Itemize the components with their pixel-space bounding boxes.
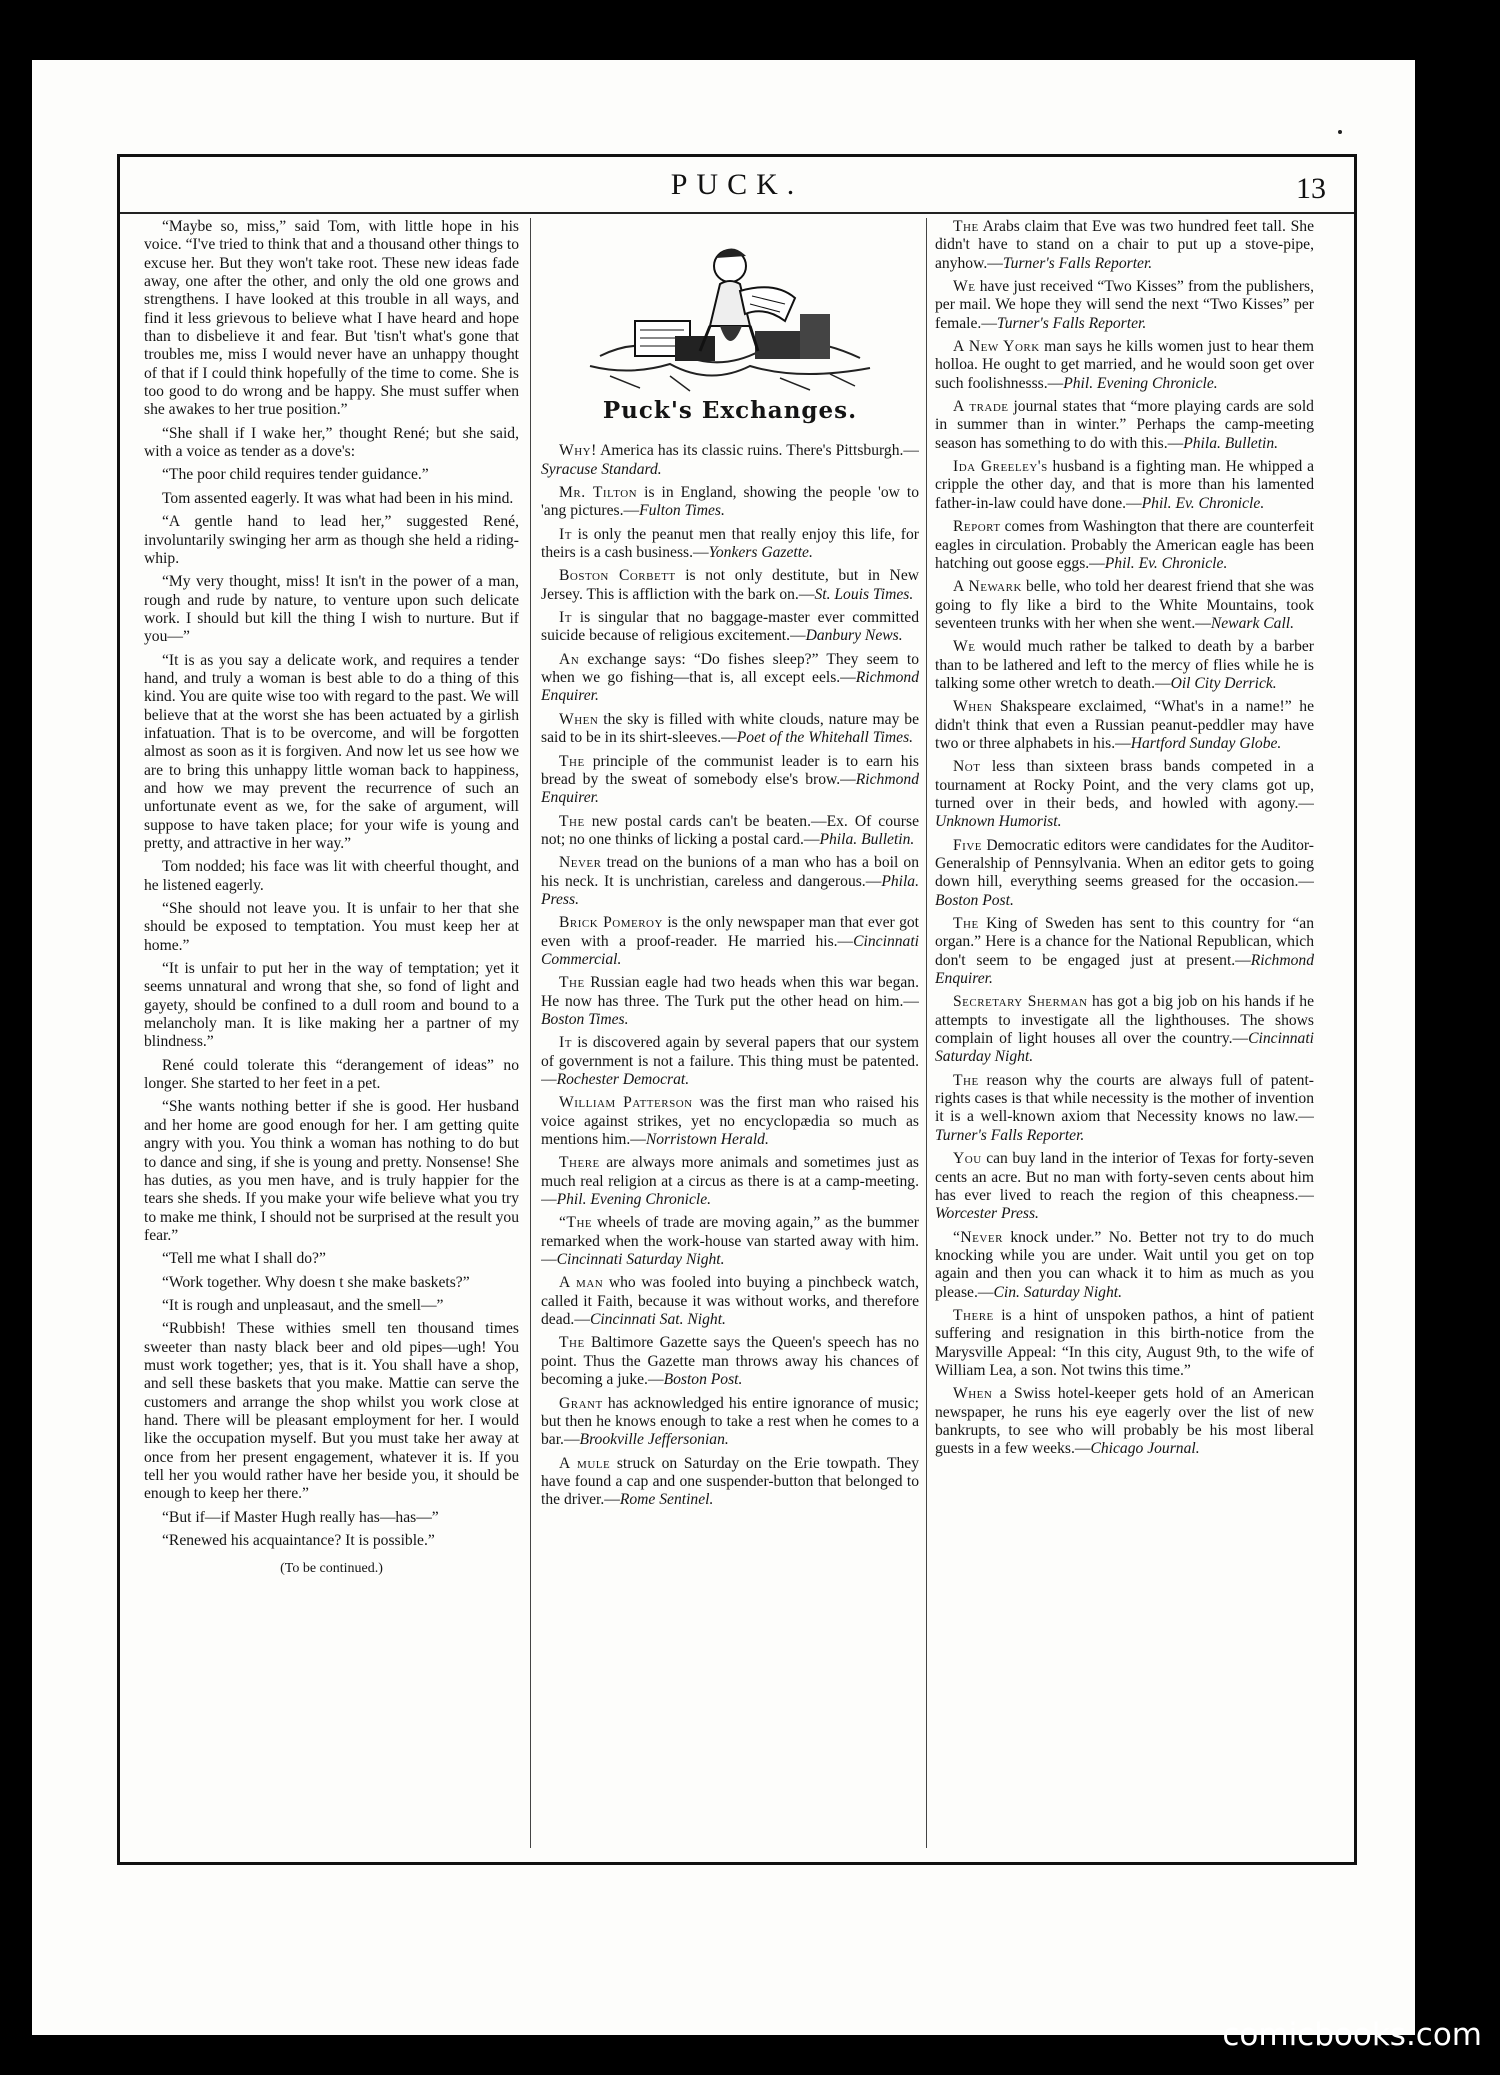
item-source: Oil City Derrick. [1170,674,1277,692]
story-paragraph: “Work together. Why doesn t she make baskets?” [162,1273,470,1291]
item-lead-words: An [559,650,580,668]
item-text: less than sixteen brass bands competed in a tournament at Rocky Point, and the very clams got up, turned over in their beds, and howled with agony.— [935,758,1314,812]
exchange-item [541,914,919,969]
item-lead-words: A mule [559,1454,611,1472]
item-text: a Swiss hotel-keeper gets hold of an American newspaper, he runs his eye eagerly over the list of new bankrupts, to see who will probably be his most liberal guests in a few weeks.— [935,1385,1314,1458]
item-text: principle of the communist leader is to earn his bread by the sweat of somebody else's brow.— [541,752,919,788]
exchange-item [935,837,1314,910]
column-divider [530,218,531,1848]
item-lead-words: William Patterson [559,1094,693,1112]
item-text: husband is a fighting man. He whipped a cripple the other day, and that is more than his lamented father-in-law could have done.— [935,458,1314,512]
exchange-item [935,1229,1314,1302]
exchange-item [541,711,919,748]
exchange-item [935,1385,1314,1458]
story-paragraph: “A gentle hand to lead her,” suggested René, involuntarily swinging her arm as though she held a riding-whip. [144,513,519,567]
exchanges-list-right [935,218,1314,1459]
item-source: St. Louis Times. [814,585,914,603]
item-lead-words: The [559,1334,585,1352]
item-source: Phil. Evening Chronicle. [1063,374,1218,392]
exchange-item [935,1072,1314,1145]
item-text: struck on Saturday on the Erie towpath. They have found a cap and one suspender-button that belonged to the driver.— [541,1454,919,1509]
item-source: Brookville Jeffersonian. [579,1431,729,1449]
story-paragraph: Tom assented eagerly. It was what had been in his mind. [162,489,514,507]
item-text: exchange says: “Do fishes sleep?” They seem to when we go fishing—that is, all except eels.— [541,650,919,687]
item-lead-words: Brick Pomeroy [559,914,663,932]
item-lead-words: The [953,915,979,933]
item-text: is the only newspaper man that ever got even with a proof-reader. He married his.— [541,914,919,950]
exchange-item [541,651,919,706]
item-text: was the first man who raised his voice against strikes, yet no encyclopædia so much as mentions him.— [541,1094,919,1149]
item-source: Fulton Times. [639,502,725,520]
story-paragraph: Tom nodded; his face was lit with cheerful thought, and he listened eagerly. [144,858,519,894]
item-source: Cincinnati Commercial. [541,932,919,968]
exchange-item [935,398,1314,453]
item-text: Democratic editors were candidates for the Auditor-Generalship of Pennsylvania. When an editor gets to going down hill, everything seems greased for the occasion.— [935,836,1314,891]
item-lead-words: Not [953,758,981,776]
exchange-item [541,609,919,646]
story-paragraph: “Maybe so, miss,” said Tom, with little hope in his voice. “I've tried to think that and a thousand other things to excuse her. But they won't take root. These new ideas fade away, one after the other, and only the old one grows and strengthens. I have looked at this trouble in all ways, and find it less grievous to believe what I have heard and hope than to disbelieve it and fear. But 'tisn't what's gone that troubles me, miss I would never have an unhappy thought of that if I could think hopefully of the time to come. She is too good to do wrong and be happy. She must suffer when she awakes to her true position.” [144,218,519,419]
item-source: Cincinnati Saturday Night. [556,1251,725,1269]
item-source: Turner's Falls Reporter. [1002,254,1153,272]
exchange-item [935,218,1314,273]
item-text: is discovered again by several papers that our system of government is not a failure. This thing must be patented.— [541,1034,919,1088]
item-text: belle, who told her dearest friend that she was going to fly like a bird to the White Mountains, took seventeen trunks with her when she went.— [935,578,1314,632]
exchange-item [935,698,1314,753]
item-text: is singular that no baggage-master ever committed suicide because of religious excitement.— [541,609,919,645]
site-watermark: comicbooks.com [1222,2017,1482,2053]
item-source: Hartford Sunday Globe. [1130,734,1282,752]
exchange-item [541,442,919,479]
item-text: Baltimore Gazette says the Queen's speech has no point. Thus the Gazette man throws away his chances of becoming a juke.— [541,1334,919,1389]
item-lead-words: “Never [953,1228,1003,1246]
item-text: Shakspeare exclaimed, “What's in a name!” he didn't think that even a Russian peanut-peddler may have two or three alphabets in his.— [935,698,1314,752]
exchange-item [935,638,1314,693]
story-paragraph: “She shall if I wake her,” thought René; but she said, with a voice as tender as a dove's: [144,424,519,461]
exchange-item [541,813,919,850]
item-lead-words: Secretary Sherman [953,993,1088,1011]
story-paragraph: René could tolerate this “derangement of ideas” no longer. She started to her feet in a pet. [144,1056,519,1093]
story-paragraph: “Renewed his acquaintance? It is possible.” [162,1532,435,1550]
story-column [144,218,519,1848]
item-source: Rome Sentinel. [619,1491,714,1509]
item-text: knock under.” No. Better not try to do much knocking while you are under. Wait until you get on top again and then you can whack it to him as much as you please.— [935,1228,1314,1301]
exchange-item [541,974,919,1029]
item-text: can buy land in the interior of Texas for forty-seven cents an acre. But no man with forty-seven cents about him has ever lived to reach the region of this cheapness.— [935,1150,1314,1204]
item-text: is only the peanut men that really enjoy this life, for theirs is a cash business.— [541,525,919,562]
exchange-item [935,915,1314,988]
story-paragraph: “Rubbish! These withies smell ten thousand times sweeter than nasty black beer and old pipes—ugh! You must work together; yes, that is it. You shall have a shop, and sell these baskets that you make. Mattie can serve the customers and arrange the shop whilst you work close at hand. There will be pleasant employment for her. I would like the occupation myself. But you must take her away at once from her present engagement, whatever it is. If you tell her you would rather have her beside you, it should be enough to keep her there.” [144,1320,519,1503]
exchange-item [935,518,1314,573]
story-paragraph: “She should not leave you. It is unfair to her that she should be exposed to temptation. You must keep her at home.” [144,900,519,954]
item-source: Turner's Falls Reporter. [935,1126,1085,1144]
item-source: Cin. Saturday Night. [993,1283,1122,1301]
item-lead-words: The [953,1071,979,1089]
item-lead-words: The [953,218,979,235]
item-lead-words: Mr. Tilton [559,484,638,502]
item-text: is not only destitute, but in New Jersey. This is affliction with the bark on.— [541,567,919,603]
item-source: Chicago Journal. [1090,1440,1200,1458]
item-text: comes from Washington that there are counterfeit eagles in circulation. Probably the American eagle has been hatching out goose eggs.— [935,518,1314,572]
item-text: America has its classic ruins. There's Pittsburgh.— [596,442,919,460]
item-source: Worcester Press. [935,1205,1039,1223]
exchange-item [541,567,919,604]
item-text: journal states that “more playing cards are sold in summer than in winter.” Perhaps the camp-meeting season has something to do with this.— [935,398,1314,452]
item-text: would much rather be talked to death by a barber than to be lathered and left to the mercy of flies while he is talking some other wretch to death.— [935,638,1314,692]
item-lead-words: A trade [953,398,1009,416]
item-lead-words: Five [953,836,982,854]
exchange-item [935,458,1314,513]
item-source: Richmond Enquirer. [541,770,919,807]
item-lead-words: It [559,525,572,543]
item-source: Boston Post. [935,891,1014,909]
exchange-item [935,338,1314,393]
item-text: are always more animals and sometimes just as much real religion at a circus as there is at a camp-meeting.— [541,1154,919,1209]
item-lead-words: “The [559,1214,593,1232]
to-be-continued: (To be continued.) [280,1561,383,1577]
item-lead-words: Boston Corbett [559,567,676,585]
item-text: has got a big job on his hands if he attempts to investigate all the lighthouses. The shows complain of light houses all over the country.— [935,993,1314,1048]
masthead [120,160,1354,214]
exchanges-column-right [935,218,1314,1848]
item-source: Boston Times. [541,1010,629,1028]
exchange-item [935,1307,1314,1380]
item-source: Unknown Humorist. [935,813,1062,831]
item-lead-words: We [953,638,976,656]
story-text [144,218,519,1550]
story-paragraph: “It is as you say a delicate work, and requires a tender hand, and truly a woman is best able to do a thing of this kind. You are quite wise too with regard to the past. We will believe that at the worst she has been actuated by a girlish infatuation. That is to be overcome, and will be forgotten almost as soon as it is forgiven. And now let us see how we are to bring this unhappy little woman back to happiness, and how we may prevent the recurrence of such an unfortunate event as we, for the sake of argument, will suppose to have taken place; for your wife is young and pretty, and attractive in her way.” [144,651,519,852]
exchange-item [541,1334,919,1389]
item-source: Boston Post. [663,1371,743,1389]
exchange-item [541,753,919,808]
item-text: have just received “Two Kisses” from the publishers, per mail. We hope they will send the next “Two Kisses” per female.— [935,278,1314,332]
item-text: the sky is filled with white clouds, nature may be said to be in its shirt-sleeves.— [541,710,919,747]
story-paragraph: “It is unfair to put her in the way of temptation; yet it seems unnatural and wrong that she, so fond of light and gayety, should be confined to a dull room and bound to a melancholy man. It is like making her a partner of my blindness.” [144,960,519,1051]
item-lead-words: There [559,1154,600,1172]
page-title: PUCK. [670,168,804,201]
exchange-item [541,1214,919,1269]
item-lead-words: A Newark [953,578,1022,596]
item-lead-words: When [559,710,599,728]
exchange-item [541,1094,919,1149]
item-text: tread on the bunions of a man who has a boil on his neck. It is unchristian, careless and dangerous.— [541,854,919,890]
item-lead-words: The [559,812,585,830]
story-paragraph: “The poor child requires tender guidance.” [162,466,429,484]
item-text: has acknowledged his entire ignorance of music; but then he knows enough to take a rest when he comes to a bar.— [541,1394,919,1449]
masthead-rule [120,212,1354,214]
item-lead-words: A man [559,1274,604,1292]
item-lead-words: When [953,1385,993,1403]
item-text: is in England, showing the people 'ow to 'ang pictures.— [541,484,919,520]
item-source: Phila. Press. [541,872,919,908]
exchange-item [935,1150,1314,1223]
item-lead-words: It [559,1034,572,1052]
item-text: who was fooled into buying a pinchbeck watch, called it Faith, because it was without works, and therefore dead.— [541,1274,919,1329]
item-text: King of Sweden has sent to this country for “an organ.” Here is a chance for the National Republican, which don't seem to be engaged just at present.— [935,915,1314,969]
item-source: Phila. Bulletin. [819,830,915,848]
item-source: Cincinnati Sat. Night. [589,1311,726,1329]
item-text: new postal cards can't be beaten.—Ex. Of course not; no one thinks of licking a postal card.— [541,812,919,848]
exchange-item [541,1154,919,1209]
item-text: is a hint of unspoken pathos, a hint of patient suffering and resignation in this birth-notice from the Marysville Appeal: “In this city, August 9th, to the wife of William Lea, a son. Not twins this time.” [935,1306,1314,1379]
item-lead-words: The [559,974,585,992]
page-number: 13 [1296,172,1326,205]
item-lead-words: It [559,609,572,627]
exchange-item [935,278,1314,333]
item-source: Phil. Evening Chronicle. [556,1191,712,1209]
exchange-item [541,484,919,521]
item-source: Danbury News. [805,627,903,645]
item-source: Phil. Ev. Chronicle. [1104,554,1228,572]
story-paragraph: “But if—if Master Hugh really has—has—” [162,1508,439,1526]
item-source: Phila. Bulletin. [1183,434,1279,452]
exchange-item [935,758,1314,831]
exchange-item [541,526,919,563]
exchange-item [541,1395,919,1450]
exchange-item [541,1034,919,1089]
exchange-item [935,993,1314,1066]
item-source: Norristown Herald. [645,1131,769,1149]
item-lead-words: When [953,698,993,716]
print-speck [1338,130,1342,134]
item-text: Arabs claim that Eve was two hundred feet tall. She didn't have to stand on a chair to put up a stove-pipe, anyhow.— [935,218,1314,272]
exchanges-list [541,442,919,1509]
story-paragraph: “It is rough and unpleasaut, and the smell—” [162,1296,444,1314]
item-text: man says he kills women just to hear them holloa. He ought to get married, and he would soon get over such foolishnesss.— [935,338,1314,392]
item-source: Richmond Enquirer. [935,951,1314,988]
exchanges-column [541,218,919,1848]
item-text: reason why the courts are always full of patent-rights cases is that while necessity is the mother of invention it is a well-known axiom that Necessity knows no law.— [935,1071,1314,1126]
story-paragraph: “Tell me what I shall do?” [162,1250,326,1268]
item-lead-words: We [953,278,976,296]
item-text: wheels of trade are moving again,” as the bummer remarked when the work-house van started away with him.— [541,1214,919,1269]
item-source: Poet of the Whitehall Times. [736,729,914,747]
item-lead-words: Why! [559,442,597,460]
item-source: Syracuse Standard. [541,460,662,478]
column-divider [926,218,927,1848]
item-source: Newark Call. [1210,614,1295,632]
story-paragraph: “She wants nothing better if she is good. Her husband and her home are good enough for her. I am getting quite angry with you. You think a woman has nothing to do but to dance and sing, if she is young and pretty. Nonsense! She has duties, as you men have, and is truly happier for the tears she sheds. If you make your wife believe what you try to make me think, I should not be surprised at the result you fear.” [144,1098,519,1244]
item-lead-words: A New York [953,338,1040,356]
item-lead-words: You [953,1150,982,1168]
item-lead-words: There [953,1306,994,1324]
exchange-item [935,578,1314,633]
item-lead-words: Never [559,854,602,872]
item-source: Cincinnati Saturday Night. [935,1030,1314,1066]
exchanges-heading: Puck's Exchanges. [602,397,858,424]
cherub-with-newspapers-illustration [580,226,880,396]
item-lead-words: Report [953,518,1001,536]
item-text: Russian eagle had two heads when this war began. He now has three. The Turk put the other head on him.— [541,974,919,1010]
exchange-item [541,854,919,909]
item-lead-words: The [559,752,585,770]
item-lead-words: Grant [559,1394,603,1412]
item-lead-words: Ida Greeley's [953,458,1048,476]
item-source: Yonkers Gazette. [708,544,813,562]
item-source: Richmond Enquirer. [541,669,919,705]
exchange-item [541,1455,919,1510]
item-source: Phil. Ev. Chronicle. [1141,494,1265,512]
exchange-item [541,1274,919,1329]
item-source: Rochester Democrat. [556,1071,690,1088]
story-paragraph: “My very thought, miss! It isn't in the power of a man, rough and rude by nature, to venture upon such delicate work. I should but kill the thing I wish to nurture. But if you—” [144,573,519,646]
item-source: Turner's Falls Reporter. [996,314,1147,332]
